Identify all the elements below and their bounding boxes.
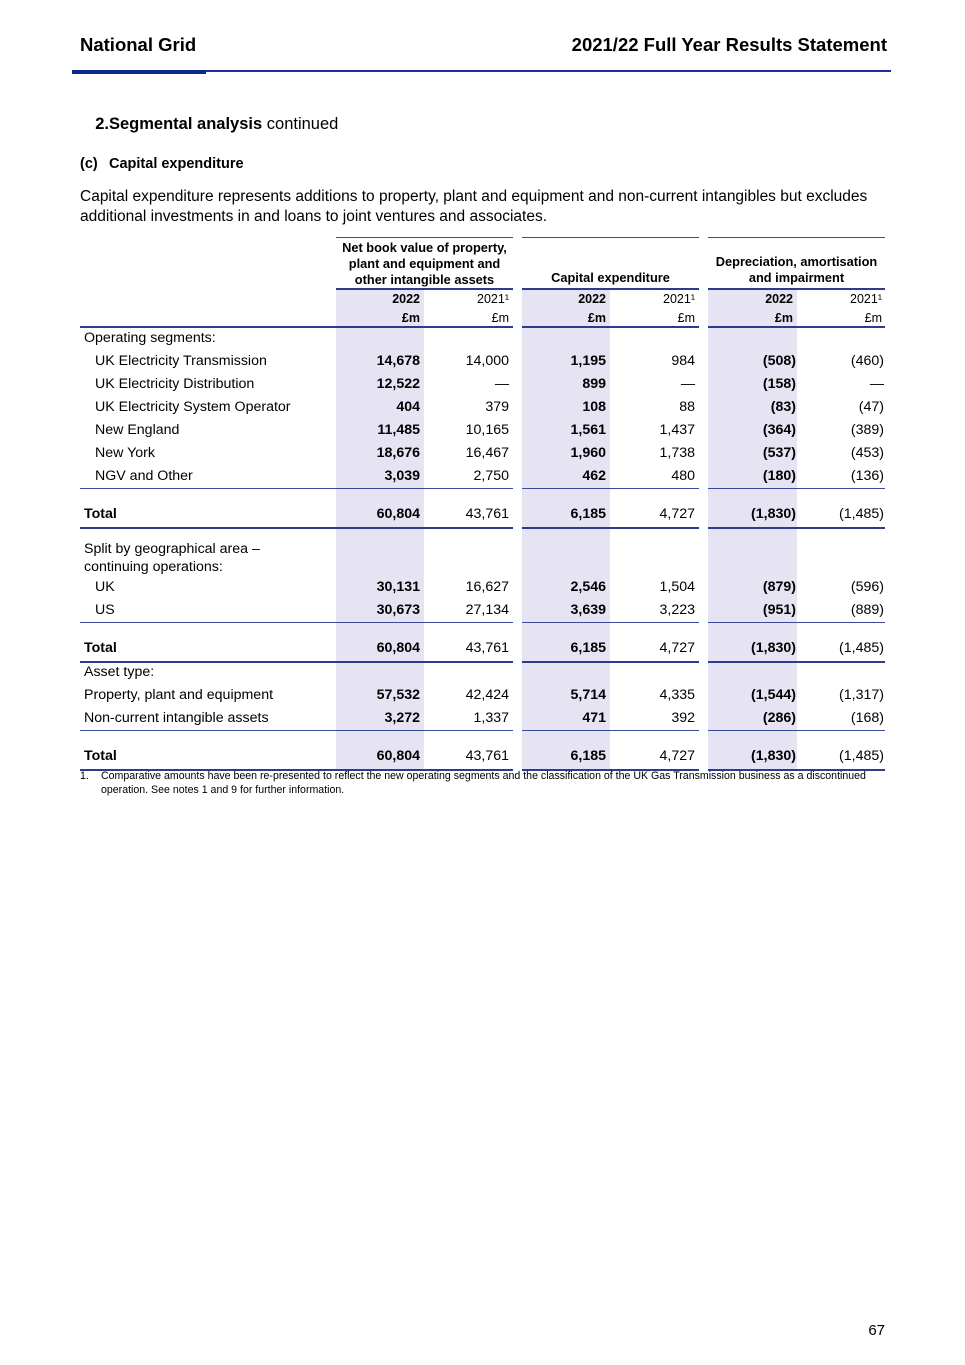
row-value: 1,561 <box>570 422 606 438</box>
row-label: UK Electricity Transmission <box>95 353 267 369</box>
row-value: 5,714 <box>570 687 606 703</box>
subtotal-rule <box>522 730 699 731</box>
row-value: 404 <box>396 399 420 415</box>
unit: £m <box>401 311 420 325</box>
subsection-name: Capital expenditure <box>109 156 244 172</box>
row-value: 2,750 <box>473 468 509 484</box>
section-heading-geographic-2: continuing operations: <box>84 559 223 575</box>
row-value: 3,039 <box>384 468 420 484</box>
footnote-text: Comparative amounts have been re-presented to reflect the new operating segments and the classification of the UK Gas Transmission business as a discontinued operation. See notes 1 and 9 for further information. <box>101 770 866 796</box>
unit: £m <box>864 311 882 325</box>
total-rule <box>708 527 885 529</box>
row-value: 3,272 <box>384 710 420 726</box>
row-value: 1,960 <box>570 445 606 461</box>
section-title <box>80 115 338 134</box>
row-value: (508) <box>762 353 796 369</box>
total-rule <box>80 527 513 529</box>
row-value: 480 <box>671 468 695 484</box>
section-heading-asset-type: Asset type: <box>84 664 155 680</box>
row-value: (389) <box>850 422 884 438</box>
row-value: (1,830) <box>751 506 796 522</box>
row-value: (1,485) <box>839 748 884 764</box>
section-number: 2. <box>95 115 109 133</box>
year-2021: 2021¹ <box>850 292 882 306</box>
row-value: (537) <box>762 445 796 461</box>
row-value: (889) <box>850 602 884 618</box>
header-bottom-rule <box>522 326 699 328</box>
total-rule <box>522 661 699 663</box>
subtotal-rule <box>708 622 885 623</box>
group-top-rule <box>708 237 885 238</box>
row-value: 6,185 <box>570 640 606 656</box>
row-value: 2,546 <box>570 579 606 595</box>
row-value: 16,627 <box>465 579 509 595</box>
row-value: (453) <box>850 445 884 461</box>
row-value: 18,676 <box>376 445 420 461</box>
intro-paragraph: Capital expenditure represents additions to property, plant and equipment and non-current intangibles but excludes additional investments in and loans to joint ventures and associates. <box>80 188 868 225</box>
subtotal-rule <box>708 488 885 489</box>
row-label: New York <box>95 445 155 461</box>
row-value: 3,639 <box>570 602 606 618</box>
row-value: 30,673 <box>376 602 420 618</box>
total-rule <box>80 661 513 663</box>
row-label: Total <box>84 748 117 764</box>
row-value: 60,804 <box>376 748 420 764</box>
row-value: — <box>869 376 884 392</box>
subtotal-rule <box>80 730 513 731</box>
section-heading-geographic-1: Split by geographical area – <box>84 541 260 557</box>
unit: £m <box>677 311 695 325</box>
row-value: (596) <box>850 579 884 595</box>
subtotal-rule <box>80 488 513 489</box>
row-value: 108 <box>582 399 606 415</box>
year-2021: 2021¹ <box>477 292 509 306</box>
row-value: (364) <box>762 422 796 438</box>
group-header-dep: Depreciation, amortisation and impairment <box>715 254 878 285</box>
row-value: 12,522 <box>376 376 420 392</box>
row-value: (879) <box>762 579 796 595</box>
row-value: 4,727 <box>659 748 695 764</box>
unit: £m <box>587 311 606 325</box>
row-value: 10,165 <box>465 422 509 438</box>
group-header-capex: Capital expenditure <box>551 270 670 285</box>
row-value: (286) <box>762 710 796 726</box>
header-rule-accent <box>72 70 206 74</box>
row-value: 14,000 <box>465 353 509 369</box>
subtotal-rule <box>522 622 699 623</box>
row-label: Non-current intangible assets <box>84 710 269 726</box>
row-value: (1,830) <box>751 748 796 764</box>
total-rule <box>522 527 699 529</box>
row-value: 4,335 <box>659 687 695 703</box>
group-top-rule <box>336 237 513 238</box>
unit: £m <box>774 311 793 325</box>
year-2021: 2021¹ <box>663 292 695 306</box>
row-value: 6,185 <box>570 748 606 764</box>
row-value: 11,485 <box>377 422 420 438</box>
row-value: 6,185 <box>570 506 606 522</box>
row-label: New England <box>95 422 180 438</box>
row-value: (83) <box>770 399 796 415</box>
row-value: 60,804 <box>376 640 420 656</box>
row-value: 57,532 <box>376 687 420 703</box>
row-value: — <box>680 376 695 392</box>
row-label: US <box>95 602 115 618</box>
total-rule <box>708 661 885 663</box>
footnote <box>80 770 880 797</box>
subtotal-rule <box>522 488 699 489</box>
section-heading-operating: Operating segments: <box>84 330 216 346</box>
row-value: (180) <box>762 468 796 484</box>
year-2022: 2022 <box>578 292 606 306</box>
group-header-rule <box>336 288 513 290</box>
row-value: 1,337 <box>473 710 509 726</box>
row-label: Total <box>84 506 117 522</box>
row-value: (1,317) <box>839 687 884 703</box>
subtotal-rule <box>80 622 513 623</box>
row-value: (1,485) <box>839 640 884 656</box>
row-value: (1,485) <box>839 506 884 522</box>
row-value: 1,738 <box>659 445 695 461</box>
row-label: NGV and Other <box>95 468 193 484</box>
row-label: UK <box>95 579 115 595</box>
row-value: 30,131 <box>376 579 420 595</box>
subsection-label: (c) <box>80 156 98 172</box>
row-value: (168) <box>850 710 884 726</box>
row-label: Property, plant and equipment <box>84 687 274 703</box>
row-value: 4,727 <box>659 640 695 656</box>
group-header-rule <box>522 288 699 290</box>
row-value: (1,544) <box>751 687 796 703</box>
row-value: 43,761 <box>465 506 509 522</box>
row-value: 60,804 <box>376 506 420 522</box>
row-value: 14,678 <box>376 353 420 369</box>
year-2022: 2022 <box>765 292 793 306</box>
row-value: 462 <box>582 468 606 484</box>
company-name: National Grid <box>80 34 197 55</box>
unit: £m <box>491 311 509 325</box>
row-value: (1,830) <box>751 640 796 656</box>
row-label: Total <box>84 640 117 656</box>
row-value: 16,467 <box>465 445 509 461</box>
row-value: 27,134 <box>465 602 509 618</box>
row-value: 3,223 <box>659 602 695 618</box>
row-value: (158) <box>762 376 796 392</box>
group-header-rule <box>708 288 885 290</box>
row-value: — <box>494 376 509 392</box>
section-name: Segmental analysis <box>109 115 263 133</box>
row-value: 471 <box>582 710 606 726</box>
row-value: 1,504 <box>659 579 695 595</box>
document-title: 2021/22 Full Year Results Statement <box>571 34 887 55</box>
row-label: UK Electricity System Operator <box>95 399 291 415</box>
subsection-title <box>80 156 244 172</box>
row-value: (136) <box>850 468 884 484</box>
row-value: (951) <box>762 602 796 618</box>
row-value: (47) <box>858 399 884 415</box>
header-bottom-rule <box>708 326 885 328</box>
row-value: 899 <box>582 376 606 392</box>
row-label: UK Electricity Distribution <box>95 376 255 392</box>
row-value: 1,195 <box>570 353 606 369</box>
header-bottom-rule <box>80 326 513 328</box>
row-value: 984 <box>671 353 695 369</box>
row-value: 379 <box>485 399 509 415</box>
footnote-marker: 1. <box>80 770 89 782</box>
group-header-nbv: Net book value of property, plant and equipment and other intangible assets <box>342 240 507 287</box>
row-value: 43,761 <box>465 640 509 656</box>
row-value: 1,437 <box>659 422 695 438</box>
subtotal-rule <box>708 730 885 731</box>
row-value: 4,727 <box>659 506 695 522</box>
row-value: (460) <box>850 353 884 369</box>
row-value: 88 <box>679 399 695 415</box>
page-number: 67 <box>868 1322 885 1339</box>
row-value: 42,424 <box>465 687 509 703</box>
group-top-rule <box>522 237 699 238</box>
section-suffix: continued <box>266 115 339 133</box>
row-value: 43,761 <box>465 748 509 764</box>
year-2022: 2022 <box>392 292 420 306</box>
row-value: 392 <box>671 710 695 726</box>
